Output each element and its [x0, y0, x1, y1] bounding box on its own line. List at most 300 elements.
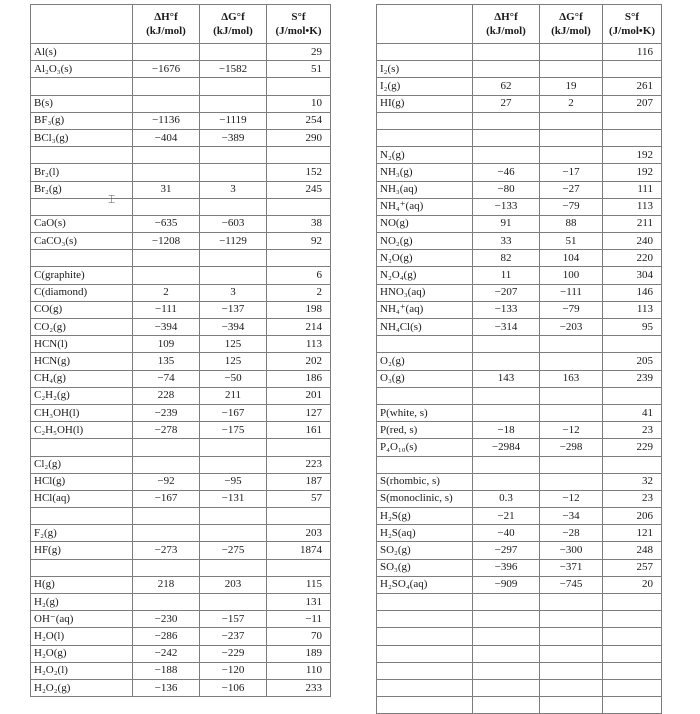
table-row — [31, 147, 331, 164]
entropy-cell: 57 — [267, 490, 331, 507]
entropy-cell — [603, 679, 662, 696]
entropy-cell: 113 — [603, 198, 662, 215]
substance-cell: HI(g) — [377, 95, 473, 112]
substance-cell: HCl(g) — [31, 473, 133, 490]
enthalpy-cell: 91 — [473, 215, 540, 232]
enthalpy-cell — [473, 147, 540, 164]
table-row — [31, 215, 331, 232]
enthalpy-cell — [473, 61, 540, 78]
enthalpy-cell — [133, 456, 200, 473]
gibbs-cell — [200, 147, 267, 164]
substance-cell — [377, 129, 473, 146]
table-row — [31, 611, 331, 628]
substance-cell — [377, 594, 473, 611]
table-row — [377, 490, 662, 507]
gibbs-cell — [200, 44, 267, 61]
substance-cell: BCl₃(g) — [31, 129, 133, 146]
gibbs-cell — [540, 628, 603, 645]
entropy-cell — [267, 78, 331, 95]
gibbs-cell: 51 — [540, 233, 603, 250]
gibbs-cell: −106 — [200, 679, 267, 696]
gibbs-cell: −131 — [200, 490, 267, 507]
substance-cell — [377, 336, 473, 353]
table-row — [377, 542, 662, 559]
gibbs-cell — [200, 198, 267, 215]
substance-cell: CO(g) — [31, 301, 133, 318]
substance-cell: H₂O(g) — [31, 645, 133, 662]
entropy-cell: 187 — [267, 473, 331, 490]
entropy-cell: 189 — [267, 645, 331, 662]
table-row — [31, 645, 331, 662]
enthalpy-cell: −21 — [473, 508, 540, 525]
substance-cell: Cl₂(g) — [31, 456, 133, 473]
table-row — [377, 576, 662, 593]
entropy-cell — [603, 387, 662, 404]
gibbs-cell: −229 — [200, 645, 267, 662]
table-row — [31, 594, 331, 611]
entropy-header: S°f (J/mol•K) — [267, 5, 331, 44]
table-row — [377, 628, 662, 645]
gibbs-cell: 3 — [200, 181, 267, 198]
substance-cell: O₃(g) — [377, 370, 473, 387]
gibbs-cell: −603 — [200, 215, 267, 232]
gibbs-cell: −1119 — [200, 112, 267, 129]
entropy-cell — [603, 662, 662, 679]
gibbs-cell — [200, 456, 267, 473]
enthalpy-cell: 2 — [133, 284, 200, 301]
entropy-cell — [603, 336, 662, 353]
table-row — [31, 78, 331, 95]
gibbs-cell: −79 — [540, 198, 603, 215]
gibbs-cell: 104 — [540, 250, 603, 267]
gibbs-cell: −389 — [200, 129, 267, 146]
entropy-cell: 198 — [267, 301, 331, 318]
enthalpy-cell: 11 — [473, 267, 540, 284]
enthalpy-cell: −230 — [133, 611, 200, 628]
enthalpy-cell: −92 — [133, 473, 200, 490]
substance-cell: CaCO₃(s) — [31, 233, 133, 250]
substance-cell: NO(g) — [377, 215, 473, 232]
enthalpy-cell: −286 — [133, 628, 200, 645]
enthalpy-cell: −297 — [473, 542, 540, 559]
enthalpy-cell — [473, 594, 540, 611]
substance-cell: HCl(aq) — [31, 490, 133, 507]
entropy-cell: 1874 — [267, 542, 331, 559]
gibbs-cell — [200, 95, 267, 112]
entropy-cell — [603, 112, 662, 129]
table-row — [377, 233, 662, 250]
substance-cell: H₂O(l) — [31, 628, 133, 645]
table-row — [377, 78, 662, 95]
substance-cell: HCN(g) — [31, 353, 133, 370]
substance-cell: NH₄⁺(aq) — [377, 301, 473, 318]
gibbs-cell: −175 — [200, 422, 267, 439]
substance-cell: I₂(s) — [377, 61, 473, 78]
gibbs-cell — [540, 336, 603, 353]
table-row — [377, 147, 662, 164]
substance-cell: I₂(g) — [377, 78, 473, 95]
substance-cell — [377, 645, 473, 662]
gibbs-cell — [540, 129, 603, 146]
entropy-cell: 116 — [603, 44, 662, 61]
enthalpy-cell — [133, 439, 200, 456]
table-row — [31, 422, 331, 439]
gibbs-cell: −111 — [540, 284, 603, 301]
gibbs-cell: 203 — [200, 576, 267, 593]
enthalpy-cell: −909 — [473, 576, 540, 593]
entropy-cell: 121 — [603, 525, 662, 542]
gibbs-cell: 211 — [200, 387, 267, 404]
entropy-cell — [603, 697, 662, 714]
gibbs-cell — [540, 473, 603, 490]
substance-cell: S(rhombic, s) — [377, 473, 473, 490]
table-row — [377, 370, 662, 387]
enthalpy-cell: 109 — [133, 336, 200, 353]
entropy-cell: 110 — [267, 662, 331, 679]
table-row — [31, 44, 331, 61]
gibbs-header: ΔG°f (kJ/mol) — [200, 5, 267, 44]
entropy-cell: 127 — [267, 404, 331, 421]
enthalpy-cell: 62 — [473, 78, 540, 95]
enthalpy-cell: 31 — [133, 181, 200, 198]
table-row — [31, 198, 331, 215]
substance-cell — [377, 697, 473, 714]
table-row — [31, 233, 331, 250]
entropy-cell: 95 — [603, 319, 662, 336]
table-row — [377, 112, 662, 129]
enthalpy-cell — [133, 164, 200, 181]
entropy-header: S°f (J/mol•K) — [603, 5, 662, 44]
substance-cell — [377, 679, 473, 696]
gibbs-cell: −157 — [200, 611, 267, 628]
entropy-cell: 240 — [603, 233, 662, 250]
substance-cell — [31, 559, 133, 576]
enthalpy-cell — [133, 525, 200, 542]
enthalpy-cell: 135 — [133, 353, 200, 370]
substance-cell — [377, 456, 473, 473]
table-row — [377, 594, 662, 611]
entropy-cell: 6 — [267, 267, 331, 284]
gibbs-cell: −300 — [540, 542, 603, 559]
entropy-cell: 111 — [603, 181, 662, 198]
enthalpy-cell: −111 — [133, 301, 200, 318]
gibbs-cell: −371 — [540, 559, 603, 576]
entropy-cell: 92 — [267, 233, 331, 250]
substance-cell: H₂(g) — [31, 594, 133, 611]
table-row — [377, 679, 662, 696]
enthalpy-cell — [473, 645, 540, 662]
table-row — [377, 164, 662, 181]
substance-cell: H₂O₂(l) — [31, 662, 133, 679]
entropy-cell: 239 — [603, 370, 662, 387]
gibbs-cell: −137 — [200, 301, 267, 318]
substance-cell: SO₂(g) — [377, 542, 473, 559]
substance-cell: HCN(l) — [31, 336, 133, 353]
gibbs-cell: −12 — [540, 490, 603, 507]
entropy-cell — [267, 559, 331, 576]
table-row — [31, 679, 331, 696]
table-row — [31, 473, 331, 490]
enthalpy-header: ΔH°f (kJ/mol) — [133, 5, 200, 44]
substance-cell: H₂S(g) — [377, 508, 473, 525]
gibbs-cell: −34 — [540, 508, 603, 525]
enthalpy-cell: −396 — [473, 559, 540, 576]
substance-cell — [31, 250, 133, 267]
enthalpy-cell: −18 — [473, 422, 540, 439]
gibbs-cell: 125 — [200, 336, 267, 353]
entropy-cell — [603, 456, 662, 473]
table-row — [31, 387, 331, 404]
substance-cell — [31, 147, 133, 164]
enthalpy-cell — [473, 44, 540, 61]
substance-cell: Al(s) — [31, 44, 133, 61]
substance-cell: NH₄⁺(aq) — [377, 198, 473, 215]
entropy-cell: −11 — [267, 611, 331, 628]
gibbs-cell: −50 — [200, 370, 267, 387]
table-row — [377, 284, 662, 301]
header-row — [377, 5, 662, 44]
substance-cell: P(white, s) — [377, 404, 473, 421]
table-row — [31, 61, 331, 78]
table-row — [31, 525, 331, 542]
table-row — [377, 319, 662, 336]
table-row — [377, 559, 662, 576]
table-row — [31, 112, 331, 129]
substance-cell: N₂(g) — [377, 147, 473, 164]
entropy-cell: 23 — [603, 422, 662, 439]
enthalpy-cell: −1136 — [133, 112, 200, 129]
substance-cell: Br₂(g) — [31, 181, 133, 198]
gibbs-cell: −1582 — [200, 61, 267, 78]
table-row — [31, 370, 331, 387]
enthalpy-cell: −394 — [133, 319, 200, 336]
gibbs-cell: 3 — [200, 284, 267, 301]
table-row — [31, 319, 331, 336]
table-row — [31, 164, 331, 181]
entropy-cell — [603, 611, 662, 628]
enthalpy-header: ΔH°f (kJ/mol) — [473, 5, 540, 44]
entropy-cell: 245 — [267, 181, 331, 198]
substance-cell: N₂O₄(g) — [377, 267, 473, 284]
table-row — [377, 611, 662, 628]
gibbs-cell: −298 — [540, 439, 603, 456]
table-row — [31, 181, 331, 198]
entropy-cell: 248 — [603, 542, 662, 559]
substance-cell: HF(g) — [31, 542, 133, 559]
enthalpy-cell: 33 — [473, 233, 540, 250]
enthalpy-cell: −133 — [473, 301, 540, 318]
enthalpy-cell: −188 — [133, 662, 200, 679]
table-row — [377, 181, 662, 198]
substance-cell: Al₂O₃(s) — [31, 61, 133, 78]
gibbs-cell — [540, 611, 603, 628]
enthalpy-cell: −273 — [133, 542, 200, 559]
enthalpy-cell: 82 — [473, 250, 540, 267]
enthalpy-cell: −314 — [473, 319, 540, 336]
enthalpy-cell: −136 — [133, 679, 200, 696]
enthalpy-cell: −207 — [473, 284, 540, 301]
entropy-cell: 290 — [267, 129, 331, 146]
enthalpy-cell — [473, 679, 540, 696]
enthalpy-cell — [133, 95, 200, 112]
enthalpy-cell: −278 — [133, 422, 200, 439]
enthalpy-cell — [133, 508, 200, 525]
entropy-cell — [267, 250, 331, 267]
gibbs-cell — [200, 164, 267, 181]
enthalpy-cell — [133, 250, 200, 267]
entropy-cell: 38 — [267, 215, 331, 232]
table-row — [377, 301, 662, 318]
gibbs-cell — [540, 679, 603, 696]
substance-header — [377, 5, 473, 44]
table-row — [377, 215, 662, 232]
entropy-cell: 23 — [603, 490, 662, 507]
substance-cell: CH₄(g) — [31, 370, 133, 387]
entropy-cell: 29 — [267, 44, 331, 61]
substance-cell: C(graphite) — [31, 267, 133, 284]
enthalpy-cell: −46 — [473, 164, 540, 181]
gibbs-cell — [200, 78, 267, 95]
gibbs-cell — [540, 645, 603, 662]
enthalpy-cell — [473, 662, 540, 679]
table-row — [377, 336, 662, 353]
substance-cell: CaO(s) — [31, 215, 133, 232]
entropy-cell: 113 — [603, 301, 662, 318]
table-row — [31, 129, 331, 146]
entropy-cell: 257 — [603, 559, 662, 576]
entropy-cell: 192 — [603, 164, 662, 181]
substance-cell — [377, 611, 473, 628]
substance-cell: C₂H₅OH(l) — [31, 422, 133, 439]
gibbs-cell: −12 — [540, 422, 603, 439]
enthalpy-cell: −2984 — [473, 439, 540, 456]
table-row — [377, 129, 662, 146]
table-row — [31, 250, 331, 267]
gibbs-cell — [200, 594, 267, 611]
substance-cell — [377, 628, 473, 645]
enthalpy-cell: −133 — [473, 198, 540, 215]
gibbs-cell: −17 — [540, 164, 603, 181]
enthalpy-cell: 27 — [473, 95, 540, 112]
enthalpy-cell — [473, 404, 540, 421]
entropy-cell: 10 — [267, 95, 331, 112]
gibbs-cell: 2 — [540, 95, 603, 112]
table-row — [31, 456, 331, 473]
gibbs-cell — [540, 147, 603, 164]
enthalpy-cell: −80 — [473, 181, 540, 198]
gibbs-cell — [540, 44, 603, 61]
gibbs-cell: −275 — [200, 542, 267, 559]
enthalpy-cell: −242 — [133, 645, 200, 662]
entropy-cell — [603, 129, 662, 146]
table-row — [31, 404, 331, 421]
enthalpy-cell — [473, 353, 540, 370]
entropy-cell: 161 — [267, 422, 331, 439]
substance-cell — [31, 198, 133, 215]
enthalpy-cell: 143 — [473, 370, 540, 387]
table-row — [377, 473, 662, 490]
gibbs-cell: 88 — [540, 215, 603, 232]
gibbs-cell: −394 — [200, 319, 267, 336]
entropy-cell: 115 — [267, 576, 331, 593]
table-row — [377, 250, 662, 267]
table-row — [377, 44, 662, 61]
table-row — [377, 387, 662, 404]
entropy-cell: 206 — [603, 508, 662, 525]
substance-cell: HNO₃(aq) — [377, 284, 473, 301]
entropy-cell: 229 — [603, 439, 662, 456]
substance-cell: NH₃(aq) — [377, 181, 473, 198]
table-row — [377, 422, 662, 439]
gibbs-cell: −237 — [200, 628, 267, 645]
substance-cell: H₂SO₄(aq) — [377, 576, 473, 593]
table-row — [31, 267, 331, 284]
gibbs-header: ΔG°f (kJ/mol) — [540, 5, 603, 44]
substance-cell: NO₂(g) — [377, 233, 473, 250]
enthalpy-cell: −635 — [133, 215, 200, 232]
text-cursor-icon: ⌶ — [108, 192, 116, 206]
entropy-cell — [267, 439, 331, 456]
table-row — [377, 95, 662, 112]
gibbs-cell: 19 — [540, 78, 603, 95]
enthalpy-cell — [473, 387, 540, 404]
table-row — [31, 490, 331, 507]
entropy-cell: 152 — [267, 164, 331, 181]
entropy-cell: 20 — [603, 576, 662, 593]
substance-cell — [377, 387, 473, 404]
substance-cell: P(red, s) — [377, 422, 473, 439]
gibbs-cell: −79 — [540, 301, 603, 318]
entropy-cell — [603, 61, 662, 78]
table-row — [31, 559, 331, 576]
gibbs-cell — [540, 112, 603, 129]
table-row — [377, 525, 662, 542]
gibbs-cell: −203 — [540, 319, 603, 336]
entropy-cell: 192 — [603, 147, 662, 164]
gibbs-cell — [200, 508, 267, 525]
table-row — [377, 404, 662, 421]
table-row — [31, 353, 331, 370]
entropy-cell: 211 — [603, 215, 662, 232]
entropy-cell: 131 — [267, 594, 331, 611]
entropy-cell: 146 — [603, 284, 662, 301]
gibbs-cell — [540, 387, 603, 404]
enthalpy-cell — [473, 697, 540, 714]
enthalpy-cell — [133, 267, 200, 284]
entropy-cell: 220 — [603, 250, 662, 267]
table-row — [31, 542, 331, 559]
enthalpy-cell — [473, 129, 540, 146]
enthalpy-cell — [473, 628, 540, 645]
gibbs-cell: −745 — [540, 576, 603, 593]
entropy-cell: 207 — [603, 95, 662, 112]
entropy-cell: 214 — [267, 319, 331, 336]
entropy-cell — [267, 508, 331, 525]
table-row — [31, 628, 331, 645]
entropy-cell — [267, 198, 331, 215]
substance-cell: SO₃(g) — [377, 559, 473, 576]
table-row — [377, 456, 662, 473]
entropy-cell: 261 — [603, 78, 662, 95]
enthalpy-cell: −1208 — [133, 233, 200, 250]
enthalpy-cell — [133, 198, 200, 215]
substance-cell: Br₂(l) — [31, 164, 133, 181]
substance-cell: H(g) — [31, 576, 133, 593]
enthalpy-cell: 218 — [133, 576, 200, 593]
enthalpy-cell — [473, 112, 540, 129]
gibbs-cell — [540, 61, 603, 78]
gibbs-cell — [200, 559, 267, 576]
